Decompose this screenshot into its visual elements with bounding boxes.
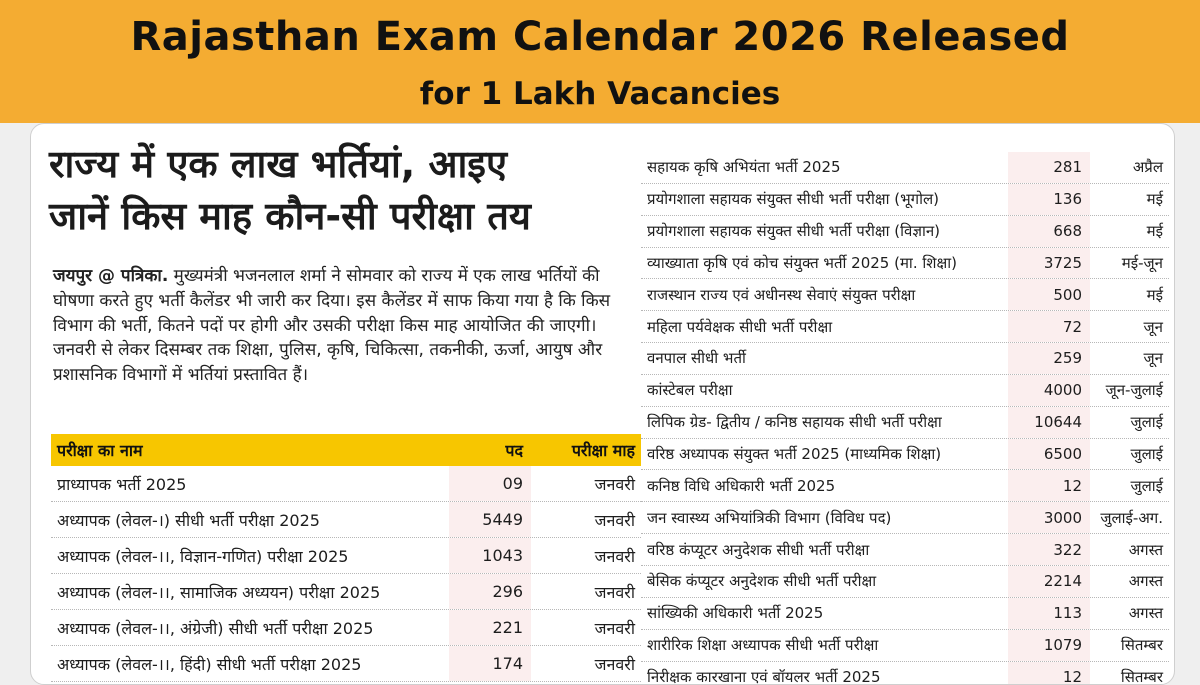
table-row — [641, 470, 1169, 502]
exam-month-cell: जून — [1090, 343, 1169, 374]
posts-cell: 10644 — [1008, 407, 1090, 438]
exam-month-cell: जुलाई-अग. — [1090, 502, 1169, 533]
exam-name-cell: अध्यापक (लेवल-।) सीधी भर्ती परीक्षा 2025 — [51, 509, 449, 531]
table-row — [641, 248, 1169, 280]
table-row — [641, 439, 1169, 471]
exam-name-cell: अध्यापक (लेवल-।।, विज्ञान-गणित) परीक्षा 2025 — [51, 545, 449, 567]
posts-cell: 09 — [449, 466, 531, 501]
exam-name-cell: लिपिक ग्रेड- द्वितीय / कनिष्ठ सहायक सीधी भर्ती परीक्षा — [641, 412, 1008, 432]
exam-month-cell: अगस्त — [1090, 566, 1169, 597]
table-row — [641, 216, 1169, 248]
exam-name-cell: व्याख्याता कृषि एवं कोच संयुक्त भर्ती 2025 (मा. शिक्षा) — [641, 253, 1008, 273]
posts-cell: 4000 — [1008, 375, 1090, 406]
exam-month-cell: सितम्बर — [1090, 630, 1169, 661]
exam-name-cell: सहायक कृषि अभियंता भर्ती 2025 — [641, 157, 1008, 177]
exam-name-cell: अध्यापक (लेवल-।।, अंग्रेजी) सीधी भर्ती परीक्षा 2025 — [51, 617, 449, 639]
table-header — [51, 434, 641, 466]
posts-cell: 1043 — [449, 538, 531, 573]
posts-cell: 6500 — [1008, 439, 1090, 470]
newspaper-clipping — [30, 123, 1175, 685]
exam-month-cell: अप्रैल — [1090, 152, 1169, 183]
table-row — [51, 466, 641, 502]
exam-month-cell: जून — [1090, 311, 1169, 342]
table-row — [641, 375, 1169, 407]
table-row — [641, 598, 1169, 630]
posts-cell: 12 — [1008, 470, 1090, 501]
banner-subtitle: for 1 Lakh Vacancies — [0, 76, 1200, 112]
exam-name-cell: वनपाल सीधी भर्ती — [641, 348, 1008, 368]
exam-table-right — [641, 152, 1169, 685]
exam-name-cell: वरिष्ठ अध्यापक संयुक्त भर्ती 2025 (माध्यमिक शिक्षा) — [641, 444, 1008, 464]
exam-month-cell: जनवरी — [531, 466, 641, 501]
article-headline — [49, 138, 639, 242]
exam-month-cell: जून-जुलाई — [1090, 375, 1169, 406]
exam-name-cell: बेसिक कंप्यूटर अनुदेशक सीधी भर्ती परीक्षा — [641, 571, 1008, 591]
posts-cell: 668 — [1008, 216, 1090, 247]
posts-cell: 500 — [1008, 279, 1090, 310]
exam-month-cell: अगस्त — [1090, 598, 1169, 629]
table-row — [51, 538, 641, 574]
table-row — [51, 646, 641, 682]
posts-cell: 296 — [449, 574, 531, 609]
exam-month-cell: मई — [1090, 279, 1169, 310]
posts-cell: 2214 — [1008, 566, 1090, 597]
header-posts: पद — [449, 434, 531, 466]
exam-name-cell: महिला पर्यवेक्षक सीधी भर्ती परीक्षा — [641, 317, 1008, 337]
exam-month-cell: जनवरी — [531, 502, 641, 537]
exam-month-cell: मई — [1090, 216, 1169, 247]
exam-name-cell: राजस्थान राज्य एवं अधीनस्थ सेवाएं संयुक्त परीक्षा — [641, 285, 1008, 305]
exam-month-cell: जुलाई — [1090, 407, 1169, 438]
exam-month-cell: जुलाई — [1090, 470, 1169, 501]
exam-name-cell: वरिष्ठ कंप्यूटर अनुदेशक सीधी भर्ती परीक्षा — [641, 540, 1008, 560]
posts-cell: 259 — [1008, 343, 1090, 374]
article-dateline: जयपुर @ पत्रिका. — [53, 266, 168, 286]
posts-cell: 1079 — [1008, 630, 1090, 661]
posts-cell: 12 — [1008, 662, 1090, 685]
exam-month-cell: जनवरी — [531, 610, 641, 645]
exam-name-cell: प्रयोगशाला सहायक संयुक्त सीधी भर्ती परीक्षा (विज्ञान) — [641, 221, 1008, 241]
article-body-text: मुख्यमंत्री भजनलाल शर्मा ने सोमवार को राज्य में एक लाख भर्तियों की घोषणा करते हुए भर्ती कैलेंडर भी जारी कर दिया। इस कैलेंडर में साफ किया गया है कि किस विभाग की भर्ती, कितने पदों पर होगी और उसकी परीक्षा किस माह आयोजित की जाएगी। जनवरी से लेकर दिसम्बर तक शिक्षा, पुलिस, कृषि, चिकित्सा, तकनीकी, ऊर्जा, आयुष और प्रशासनिक विभागों में भर्तियां प्रस्तावित हैं। — [53, 266, 610, 385]
table-row — [51, 574, 641, 610]
table-row — [641, 279, 1169, 311]
header-exam-name: परीक्षा का नाम — [51, 439, 449, 461]
table-row — [641, 630, 1169, 662]
exam-month-cell: जनवरी — [531, 574, 641, 609]
table-row — [641, 343, 1169, 375]
headline-line-1: राज्य में एक लाख भर्तियां, आइए — [49, 138, 639, 190]
posts-cell: 5449 — [449, 502, 531, 537]
exam-name-cell: सांख्यिकी अधिकारी भर्ती 2025 — [641, 603, 1008, 623]
exam-month-cell: जनवरी — [531, 538, 641, 573]
banner-title: Rajasthan Exam Calendar 2026 Released — [0, 14, 1200, 60]
posts-cell: 322 — [1008, 534, 1090, 565]
table-row — [641, 534, 1169, 566]
exam-name-cell: अध्यापक (लेवल-।।, हिंदी) सीधी भर्ती परीक्षा 2025 — [51, 653, 449, 675]
exam-month-cell: सितम्बर — [1090, 662, 1169, 685]
posts-cell: 3000 — [1008, 502, 1090, 533]
table-row — [51, 610, 641, 646]
exam-name-cell: निरीक्षक कारखाना एवं बॉयलर भर्ती 2025 — [641, 667, 1008, 685]
title-banner — [0, 0, 1200, 123]
table-row — [641, 184, 1169, 216]
exam-name-cell: अध्यापक (लेवल-।।, सामाजिक अध्ययन) परीक्षा 2025 — [51, 581, 449, 603]
posts-cell: 221 — [449, 610, 531, 645]
exam-table-left — [51, 434, 641, 682]
exam-month-cell: जनवरी — [531, 646, 641, 681]
exam-month-cell: मई — [1090, 184, 1169, 215]
exam-name-cell: कांस्टेबल परीक्षा — [641, 380, 1008, 400]
posts-cell: 174 — [449, 646, 531, 681]
table-row — [641, 152, 1169, 184]
table-row — [641, 502, 1169, 534]
posts-cell: 136 — [1008, 184, 1090, 215]
exam-name-cell: जन स्वास्थ्य अभियांत्रिकी विभाग (विविध पद) — [641, 508, 1008, 528]
table-right-body — [641, 152, 1169, 685]
posts-cell: 3725 — [1008, 248, 1090, 279]
exam-name-cell: प्रयोगशाला सहायक संयुक्त सीधी भर्ती परीक्षा (भूगोल) — [641, 189, 1008, 209]
table-left-body — [51, 466, 641, 682]
table-row — [641, 407, 1169, 439]
posts-cell: 113 — [1008, 598, 1090, 629]
exam-month-cell: जुलाई — [1090, 439, 1169, 470]
table-row — [51, 502, 641, 538]
exam-name-cell: प्राध्यापक भर्ती 2025 — [51, 473, 449, 495]
exam-month-cell: अगस्त — [1090, 534, 1169, 565]
posts-cell: 281 — [1008, 152, 1090, 183]
header-exam-month: परीक्षा माह — [531, 434, 641, 466]
article-body — [53, 264, 641, 388]
posts-cell: 72 — [1008, 311, 1090, 342]
table-row — [641, 566, 1169, 598]
exam-name-cell: शारीरिक शिक्षा अध्यापक सीधी भर्ती परीक्षा — [641, 635, 1008, 655]
exam-month-cell: मई-जून — [1090, 248, 1169, 279]
exam-name-cell: कनिष्ठ विधि अधिकारी भर्ती 2025 — [641, 476, 1008, 496]
table-row — [641, 311, 1169, 343]
table-row — [641, 662, 1169, 685]
headline-line-2: जानें किस माह कौन-सी परीक्षा तय — [49, 190, 639, 242]
